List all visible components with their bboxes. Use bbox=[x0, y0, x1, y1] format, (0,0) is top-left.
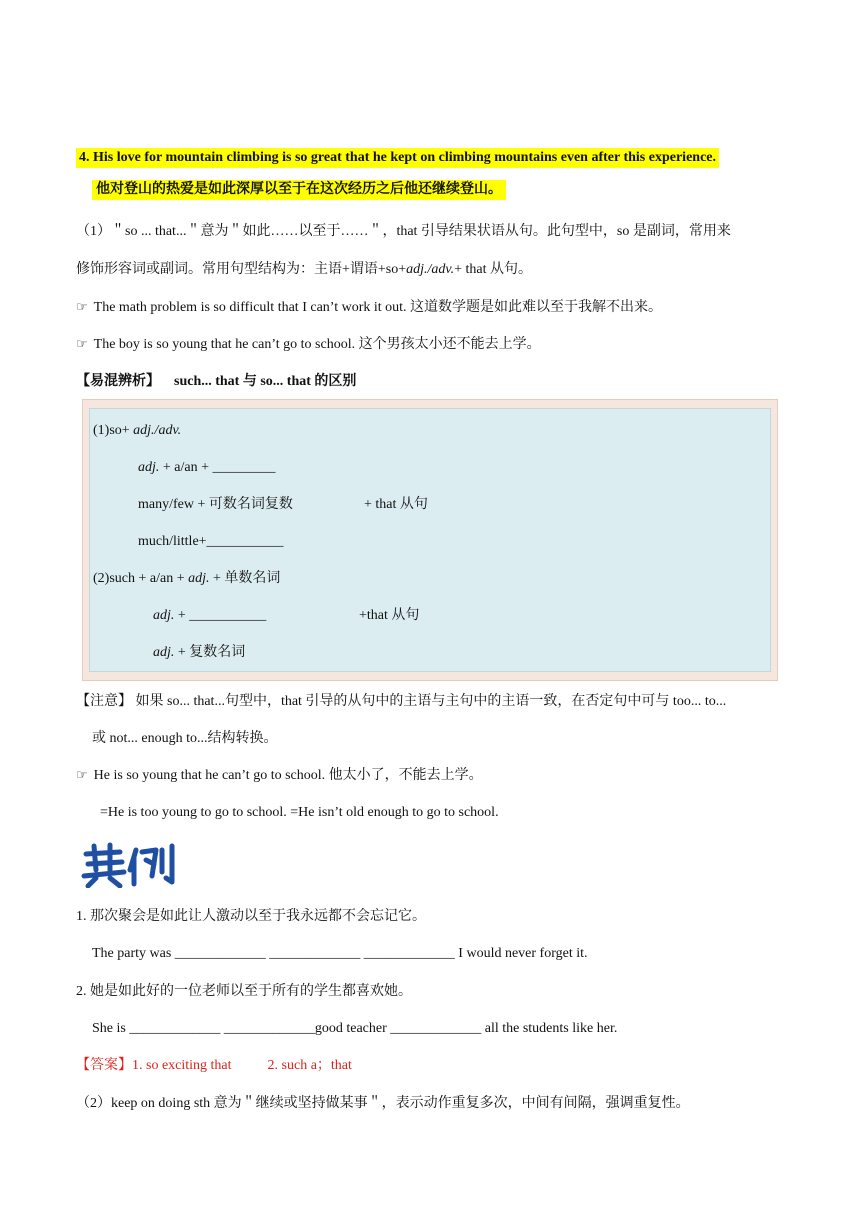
hand-pointing-icon: ☞ bbox=[76, 337, 88, 352]
box-row-much-little: much/little+___________ bbox=[138, 534, 284, 549]
exercise-question-2: 2. 她是如此好的一位老师以至于所有的学生都喜欢她。 bbox=[76, 984, 412, 999]
example-item: ☞ The boy is so young that he can’t go to school. 这个男孩太小还不能去上学。 bbox=[76, 337, 541, 352]
section1-line1: （1）＂so ... that...＂意为＂如此……以至于……＂，that 引导结果状语从句。此句型中，so 是副词，常用来 bbox=[76, 224, 731, 239]
exercise-answer-line-2: She is _____________ _____________good teacher _____________ all the students like her. bbox=[92, 1021, 618, 1036]
heading-chinese: 他对登山的热爱是如此深厚以至于在这次经历之后他还继续登山。 bbox=[92, 180, 506, 200]
box-row-so: (1)so+ adj./adv. bbox=[93, 423, 182, 438]
box-row-adj-a-an: adj. + a/an + _________ bbox=[138, 460, 276, 475]
box-that-clause-1: + that 从句 bbox=[364, 497, 428, 512]
exercise-answer-line-1: The party was _____________ _____________ _____________ I would never forget it. bbox=[92, 946, 588, 961]
section1-line2: 修饰形容词或副词。常用句型结构为：主语+谓语+so+adj./adv.+ that 从句。 bbox=[76, 262, 532, 277]
note-line1: 【注意】 如果 so... that...句型中，that 引导的从句中的主语与主句中的主语一致，在否定句中可与 too... to... bbox=[76, 694, 727, 709]
box-row-such: (2)such + a/an + adj. + 单数名词 bbox=[93, 571, 281, 586]
hand-pointing-icon: ☞ bbox=[76, 768, 88, 783]
confusion-heading: 【易混辨析】 such... that 与 so... that 的区别 bbox=[76, 374, 357, 389]
example-logo-icon bbox=[80, 840, 180, 888]
box-row-adj-blank: adj. + ___________ bbox=[153, 608, 267, 623]
box-row-adj-plural: adj. + 复数名词 bbox=[153, 645, 246, 660]
box-that-clause-2: +that 从句 bbox=[359, 608, 420, 623]
equivalence-line: =He is too young to go to school. =He isn’t old enough to go to school. bbox=[100, 805, 499, 820]
heading-english: 4. His love for mountain climbing is so great that he kept on climbing mountains even after this experience. bbox=[76, 148, 719, 168]
answer-line: 【答案】1. so exciting that 2. such a；that bbox=[76, 1058, 352, 1073]
exercise-question-1: 1. 那次聚会是如此让人激动以至于我永远都不会忘记它。 bbox=[76, 909, 426, 924]
example-item: ☞ The math problem is so difficult that I can’t work it out. 这道数学题是如此难以至于我解不出来。 bbox=[76, 300, 663, 315]
section2-line: （2）keep on doing sth 意为＂继续或坚持做某事＂，表示动作重复多次，中间有间隔，强调重复性。 bbox=[76, 1096, 690, 1111]
hand-pointing-icon: ☞ bbox=[76, 300, 88, 315]
note-line2: 或 not... enough to...结构转换。 bbox=[92, 731, 278, 746]
example-item: ☞ He is so young that he can’t go to school. 他太小了，不能去上学。 bbox=[76, 768, 483, 783]
box-row-many-few: many/few + 可数名词复数 bbox=[138, 497, 293, 512]
